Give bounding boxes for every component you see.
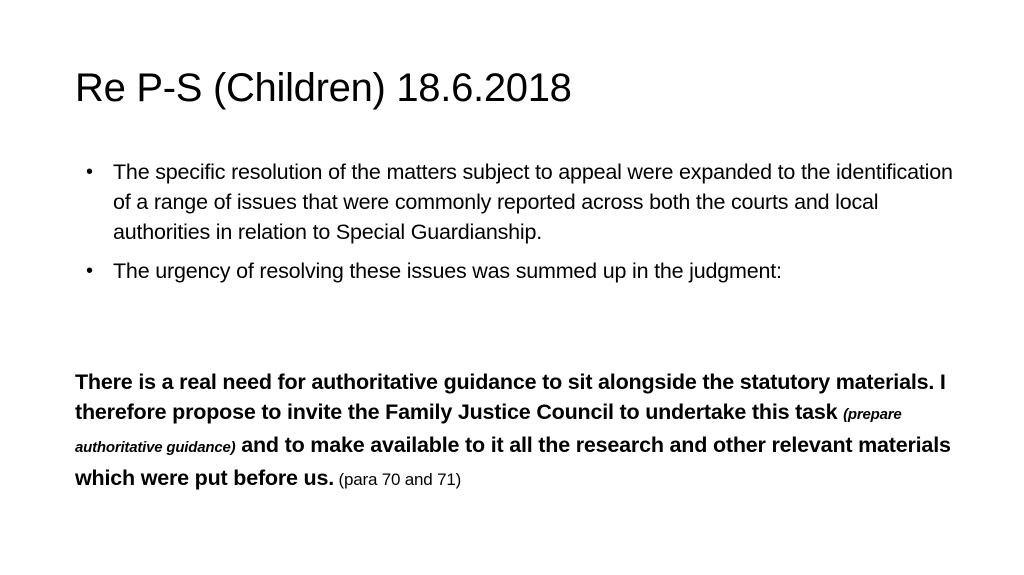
judgment-quote	[75, 367, 955, 495]
quote-inline-note: (prepare authoritative guidance)	[75, 406, 902, 456]
quote-text-part2: and to make available to it all the research and other relevant materials which were put before us.	[75, 433, 951, 490]
bullet-text: The urgency of resolving these issues was summed up in the judgment:	[113, 259, 782, 283]
bullet-marker: •	[86, 161, 93, 183]
quote-reference: (para 70 and 71)	[334, 470, 462, 489]
bullet-item	[86, 157, 966, 247]
bullet-marker: •	[86, 260, 93, 282]
bullet-text: The specific resolution of the matters subject to appeal were expanded to the identification of a range of issues that were commonly reported across both the courts and local authorities in relation to Special Guardianship.	[113, 160, 953, 244]
quote-text-part1: There is a real need for authoritative guidance to sit alongside the statutory materials. I therefore propose to invite the Family Justice Council to undertake this task	[75, 370, 946, 424]
slide-title: Re P-S (Children) 18.6.2018	[75, 66, 572, 110]
bullet-item	[86, 256, 966, 286]
bullet-list	[86, 157, 966, 295]
